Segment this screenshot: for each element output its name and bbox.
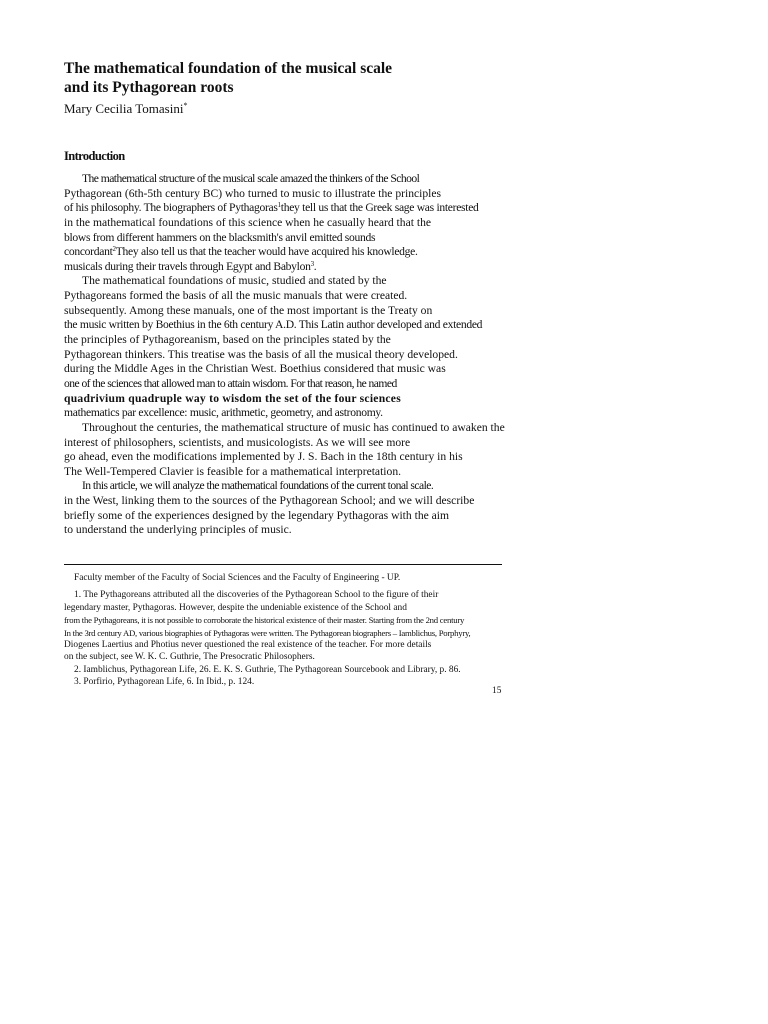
body-line-text: the music written by Boethius in the 6th century A.D. This Latin author developed and extended	[64, 318, 483, 332]
title-line-2: and its Pythagorean roots	[64, 78, 234, 96]
body-line-text: go ahead, even the modifications implemented by J. S. Bach in the 18th century in his	[64, 450, 463, 464]
body-line-text: blows from different hammers on the blacksmith's anvil emitted sounds	[64, 230, 376, 244]
body-line	[64, 479, 534, 494]
body-line	[64, 318, 534, 333]
footnote-line-text: from the Pythagoreans, it is not possible to corroborate the historical existence of their master. Starting from the 2nd century	[64, 615, 465, 626]
body-line	[64, 187, 534, 202]
footnote-line	[64, 664, 534, 676]
body-line-text: The mathematical structure of the musical scale amazed the thinkers of the School	[82, 172, 420, 185]
footnote-line-text: In the 3rd century AD, various biographies of Pythagoras were written. The Pythagorean biographers – Iamblichus, Porphyry,	[64, 627, 471, 638]
footnote-reference: 1	[277, 201, 281, 210]
footnote-line-text: 1. The Pythagoreans attributed all the discoveries of the Pythagorean School to the figure of their	[74, 590, 439, 601]
body-line	[64, 377, 534, 392]
author-text: Mary Cecilia Tomasini	[64, 101, 184, 116]
footnote-line-text: 3. Porfirio, Pythagorean Life, 6. In Ibid., p. 124.	[74, 677, 255, 688]
body-line	[64, 245, 534, 260]
footnote-line-text: legendary master, Pythagoras. However, despite the undeniable existence of the School and	[64, 602, 407, 613]
title-line-1: The mathematical foundation of the musical scale	[64, 60, 393, 77]
body-line-text: one of the sciences that allowed man to attain wisdom. For that reason, he named	[64, 376, 397, 390]
body-line	[64, 450, 534, 465]
footnote-line	[64, 651, 534, 663]
footnote-line-text: 2. Iamblichus, Pythagorean Life, 26. E. K. S. Guthrie, The Pythagorean Sourcebook and Library, p. 86.	[74, 664, 461, 675]
paper-title	[64, 60, 534, 97]
footnote-line-text: Diogenes Laertius and Photius never questioned the real existence of the teacher. For more details	[64, 639, 432, 650]
body-line-text: subsequently. Among these manuals, one of the most important is the Treaty on	[64, 303, 433, 317]
body-line	[64, 274, 534, 289]
body-line	[64, 421, 534, 436]
body-line	[64, 523, 534, 538]
body-line-text: Pythagorean thinkers. This treatise was the basis of all the musical theory developed.	[64, 347, 458, 361]
body-line-text: In this article, we will analyze the mathematical foundations of the current tonal scale.	[82, 479, 434, 493]
body-line	[64, 348, 534, 363]
body-line	[64, 289, 534, 304]
footnote-line-text: on the subject, see W. K. C. Guthrie, The Presocratic Philosophers.	[64, 652, 315, 663]
author-footnote-mark: *	[183, 101, 188, 110]
paper-page	[64, 0, 534, 1024]
body-line	[64, 216, 534, 231]
body-line-text: The mathematical foundations of music, studied and stated by the	[82, 274, 387, 288]
footnotes	[64, 572, 534, 689]
body-line	[64, 494, 534, 509]
footnote-divider	[64, 564, 502, 565]
body-line	[64, 392, 534, 407]
affiliation-note: Faculty member of the Faculty of Social Sciences and the Faculty of Engineering - UP.	[74, 573, 401, 583]
body-line-text: quadrivium quadruple way to wisdom the set of the four sciences	[64, 391, 401, 405]
footnote-reference: 2	[112, 245, 116, 254]
footnote-line	[64, 676, 534, 688]
body-line-text: Pythagoreans formed the basis of all the music manuals that were created.	[64, 289, 408, 303]
body-line	[64, 231, 534, 246]
page-number: 15	[492, 686, 502, 696]
body-line-text: briefly some of the experiences designed by the legendary Pythagoras with the aim	[64, 508, 450, 522]
body-line-text-continued: .	[313, 259, 317, 273]
body-line-text-continued: They also tell us that the teacher would have acquired his knowledge.	[115, 245, 418, 259]
body-line-text: the principles of Pythagoreanism, based on the principles stated by the	[64, 333, 391, 347]
body-line-text: Pythagorean (6th-5th century BC) who turned to music to illustrate the principles	[64, 186, 442, 200]
body-line-text: in the mathematical foundations of this science when he casually heard that the	[64, 215, 432, 229]
footnote-line	[64, 589, 534, 601]
body-line	[64, 201, 534, 216]
body-line-text: The Well-Tempered Clavier is feasible for a mathematical interpretation.	[64, 464, 402, 478]
footnote-line	[64, 639, 534, 651]
author-name	[64, 98, 187, 117]
body-line	[64, 509, 534, 524]
body-line-text: during the Middle Ages in the Christian West. Boethius considered that music was	[64, 362, 446, 376]
body-line	[64, 465, 534, 480]
body-line-text: concordant	[64, 245, 113, 259]
section-heading: Introduction	[64, 149, 125, 163]
body-line-text: of his philosophy. The biographers of Pythagoras	[64, 201, 278, 215]
body-line	[64, 260, 534, 275]
body-line	[64, 304, 534, 319]
body-line	[64, 406, 534, 421]
body-line	[64, 333, 534, 348]
footnote-line	[64, 627, 534, 639]
body-line-text: interest of philosophers, scientists, and musicologists. As we will see more	[64, 435, 411, 449]
footnote-line	[64, 614, 534, 626]
body-line	[64, 172, 534, 187]
body-line	[64, 362, 534, 377]
body-line-text-continued: they tell us that the Greek sage was interested	[280, 201, 479, 215]
body-line-text: musicals during their travels through Egypt and Babylon	[64, 259, 311, 273]
footnote-reference: 3	[310, 259, 314, 268]
body-text	[64, 172, 534, 538]
footnote-line	[64, 602, 534, 614]
body-line	[64, 436, 534, 451]
body-line-text: mathematics par excellence: music, arithmetic, geometry, and astronomy.	[64, 406, 383, 420]
body-line-text: Throughout the centuries, the mathematical structure of music has continued to awaken the	[82, 420, 505, 434]
body-line-text: in the West, linking them to the sources of the Pythagorean School; and we will describe	[64, 494, 475, 508]
body-line-text: to understand the underlying principles of music.	[64, 523, 292, 537]
